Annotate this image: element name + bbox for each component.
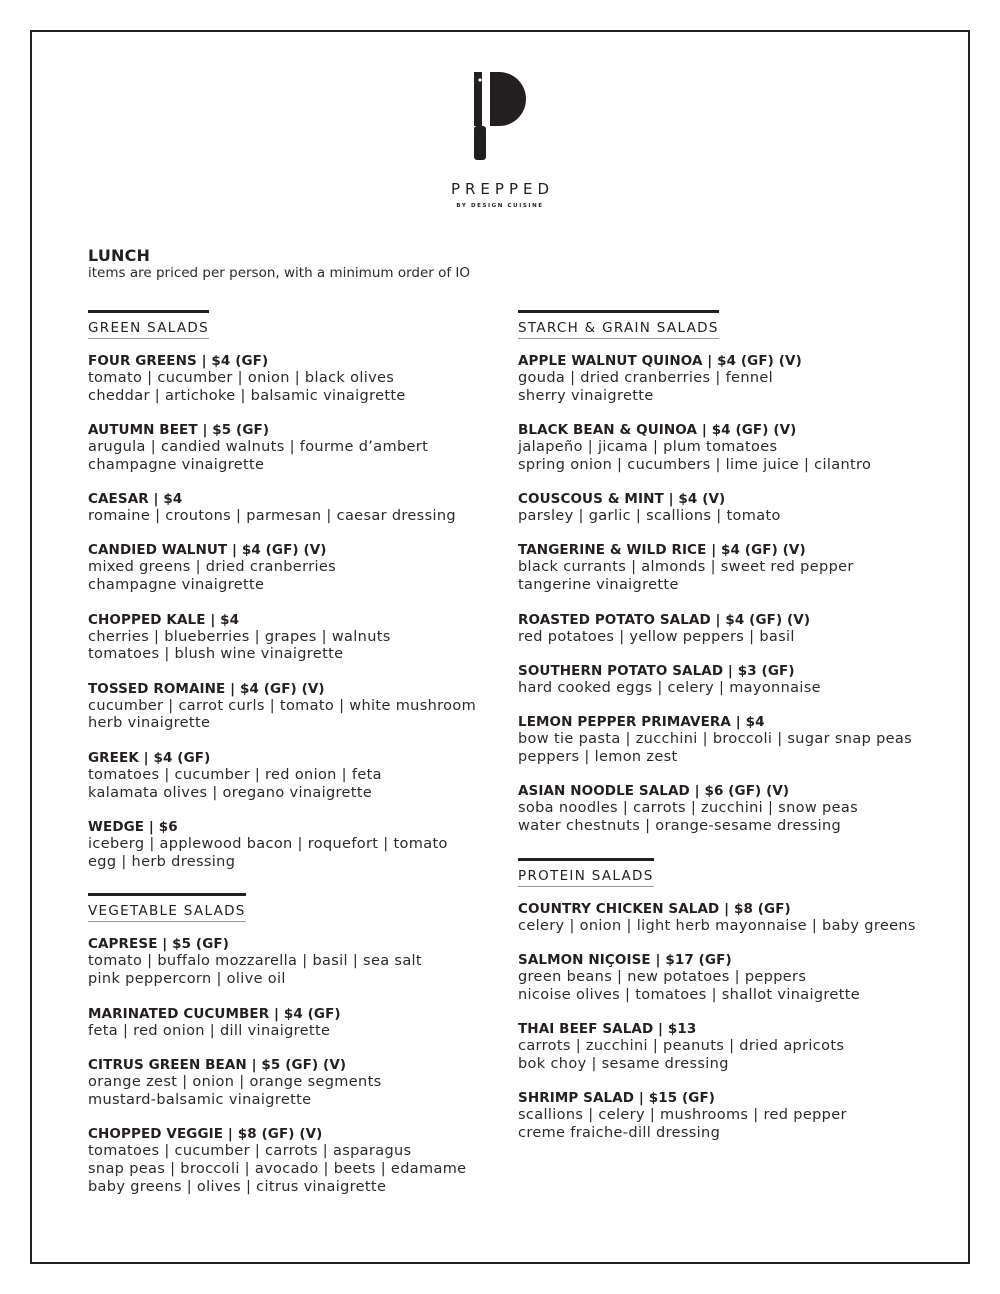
menu-item	[518, 713, 938, 767]
menu-item	[88, 1056, 488, 1110]
pricing-note: items are priced per person, with a minimum order of IO	[88, 265, 471, 281]
menu-item	[518, 490, 938, 526]
menu-item	[88, 1125, 488, 1196]
menu-item-ingredients: tomatoes | blush wine vinaigrette	[88, 646, 344, 663]
menu-item-ingredients: gouda | dried cranberries | fennel	[518, 370, 774, 386]
menu-item-ingredients: pink peppercorn | olive oil	[88, 971, 286, 988]
menu-item-name: GREEK | $4 (GF)	[88, 749, 211, 766]
menu-item-name: COUNTRY CHICKEN SALAD | $8 (GF)	[518, 900, 791, 917]
menu-item-name: AUTUMN BEET | $5 (GF)	[88, 422, 270, 439]
prepped-logo-icon	[468, 70, 530, 162]
menu-item	[518, 352, 938, 406]
menu-item-ingredients: champagne vinaigrette	[88, 577, 265, 594]
menu-item	[88, 421, 488, 475]
menu-item-name: SHRIMP SALAD | $15 (GF)	[518, 1090, 716, 1107]
menu-item-ingredients: tomato | buffalo mozzarella | basil | sea salt	[88, 953, 422, 970]
menu-item	[88, 749, 488, 803]
menu-item-ingredients: creme fraiche-dill dressing	[518, 1125, 721, 1142]
menu-item-name: MARINATED CUCUMBER | $4 (GF)	[88, 1005, 341, 1022]
menu-item-name: SOUTHERN POTATO SALAD | $3 (GF)	[518, 662, 795, 679]
menu-section	[88, 310, 488, 871]
menu-item-ingredients: champagne vinaigrette	[88, 456, 265, 473]
menu-item-ingredients: snap peas | broccoli | avocado | beets | edamame	[88, 1160, 467, 1177]
menu-item	[518, 1020, 938, 1074]
menu-item-name: CHOPPED VEGGIE | $8 (GF) (V)	[88, 1125, 323, 1142]
menu-item-name: SALMON NIÇOISE | $17 (GF)	[518, 952, 732, 969]
menu-item-name: TOSSED ROMAINE | $4 (GF) (V)	[88, 680, 325, 697]
menu-item-name: CAESAR | $4	[88, 491, 183, 508]
menu-item-ingredients: egg | herb dressing	[88, 853, 236, 870]
section-heading: GREEN SALADS	[88, 310, 209, 339]
menu-item	[518, 951, 938, 1005]
menu-item-ingredients: sherry vinaigrette	[518, 387, 654, 404]
menu-item-name: ASIAN NOODLE SALAD | $6 (GF) (V)	[518, 783, 790, 800]
menu-item-ingredients: tomatoes | cucumber | carrots | asparagus	[88, 1142, 412, 1159]
menu-item-ingredients: tangerine vinaigrette	[518, 577, 679, 594]
page-title: LUNCH	[88, 246, 151, 265]
menu-item-name: ROASTED POTATO SALAD | $4 (GF) (V)	[518, 611, 811, 628]
menu-item-ingredients: tomatoes | cucumber | red onion | feta	[88, 766, 382, 783]
menu-item-ingredients: cucumber | carrot curls | tomato | white mushroom	[88, 697, 477, 714]
menu-item-ingredients: jalapeño | jicama | plum tomatoes	[518, 439, 778, 456]
menu-item-ingredients: cherries | blueberries | grapes | walnuts	[88, 628, 391, 645]
menu-item-ingredients: orange zest | onion | orange segments	[88, 1073, 382, 1090]
menu-item-ingredients: mixed greens | dried cranberries	[88, 559, 336, 576]
brand-tagline: BY DESIGN CUISINE	[456, 203, 544, 209]
menu-item-ingredients: black currants | almonds | sweet red pepper	[518, 559, 854, 576]
menu-item-ingredients: hard cooked eggs | celery | mayonnaise	[518, 679, 821, 696]
menu-item	[518, 662, 938, 698]
menu-item-ingredients: herb vinaigrette	[88, 715, 211, 732]
left-column	[88, 310, 488, 1218]
menu-section	[88, 893, 488, 1196]
menu-item-ingredients: iceberg | applewood bacon | roquefort | tomato	[88, 835, 448, 852]
menu-item-ingredients: soba noodles | carrots | zucchini | snow peas	[518, 800, 858, 817]
menu-item-name: BLACK BEAN & QUINOA | $4 (GF) (V)	[518, 422, 797, 439]
menu-item	[88, 818, 488, 872]
menu-item-ingredients: bok choy | sesame dressing	[518, 1056, 729, 1073]
menu-item-ingredients: green beans | new potatoes | peppers	[518, 969, 807, 986]
menu-item-ingredients: water chestnuts | orange-sesame dressing	[518, 818, 842, 835]
section-heading: STARCH & GRAIN SALADS	[518, 310, 719, 339]
menu-item	[88, 935, 488, 989]
menu-item	[88, 680, 488, 734]
menu-item-name: COUSCOUS & MINT | $4 (V)	[518, 491, 726, 508]
menu-item-name: FOUR GREENS | $4 (GF)	[88, 353, 269, 369]
menu-item-ingredients: feta | red onion | dill vinaigrette	[88, 1022, 331, 1039]
menu-item-ingredients: red potatoes | yellow peppers | basil	[518, 628, 795, 645]
menu-item	[88, 490, 488, 526]
brand-name: PREPPED	[450, 180, 555, 198]
menu-item	[88, 611, 488, 665]
menu-section	[518, 310, 938, 836]
menu-item	[88, 352, 488, 406]
menu-item-name: CAPRESE | $5 (GF)	[88, 936, 229, 953]
menu-item-name: APPLE WALNUT QUINOA | $4 (GF) (V)	[518, 353, 802, 369]
menu-item-ingredients: tomato | cucumber | onion | black olives	[88, 370, 395, 386]
menu-item-name: WEDGE | $6	[88, 818, 178, 835]
menu-item	[518, 541, 938, 595]
menu-item-name: LEMON PEPPER PRIMAVERA | $4	[518, 714, 765, 731]
menu-item-ingredients: bow tie pasta | zucchini | broccoli | sugar snap peas	[518, 731, 913, 748]
menu-item-name: CHOPPED KALE | $4	[88, 611, 240, 628]
menu-item-name: TANGERINE & WILD RICE | $4 (GF) (V)	[518, 542, 806, 559]
menu-item-ingredients: cheddar | artichoke | balsamic vinaigrette	[88, 387, 406, 404]
menu-item-ingredients: carrots | zucchini | peanuts | dried apricots	[518, 1038, 845, 1055]
menu-item-ingredients: baby greens | olives | citrus vinaigrette	[88, 1178, 387, 1195]
menu-item-ingredients: mustard-balsamic vinaigrette	[88, 1091, 312, 1108]
menu-item	[518, 611, 938, 647]
menu-item	[518, 782, 938, 836]
menu-item-ingredients: arugula | candied walnuts | fourme d’ambert	[88, 439, 429, 456]
right-column	[518, 310, 938, 1165]
menu-item-ingredients: scallions | celery | mushrooms | red pepper	[518, 1107, 847, 1124]
menu-item	[88, 1005, 488, 1041]
menu-item	[518, 421, 938, 475]
menu-item-ingredients: kalamata olives | oregano vinaigrette	[88, 784, 373, 801]
menu-item-ingredients: parsley | garlic | scallions | tomato	[518, 508, 781, 525]
section-heading: PROTEIN SALADS	[518, 858, 654, 887]
menu-item-name: THAI BEEF SALAD | $13	[518, 1021, 697, 1038]
menu-item	[518, 900, 938, 936]
menu-item	[88, 541, 488, 595]
menu-item-ingredients: spring onion | cucumbers | lime juice | cilantro	[518, 456, 872, 473]
menu-item-ingredients: romaine | croutons | parmesan | caesar dressing	[88, 508, 456, 525]
menu-item-ingredients: nicoise olives | tomatoes | shallot vinaigrette	[518, 986, 861, 1003]
section-heading: VEGETABLE SALADS	[88, 893, 246, 922]
menu-item-ingredients: celery | onion | light herb mayonnaise | baby greens	[518, 917, 916, 934]
menu-item-name: CANDIED WALNUT | $4 (GF) (V)	[88, 542, 327, 559]
menu-item	[518, 1089, 938, 1143]
menu-item-name: CITRUS GREEN BEAN | $5 (GF) (V)	[88, 1056, 347, 1073]
menu-section	[518, 858, 938, 1143]
menu-item-ingredients: peppers | lemon zest	[518, 748, 678, 765]
